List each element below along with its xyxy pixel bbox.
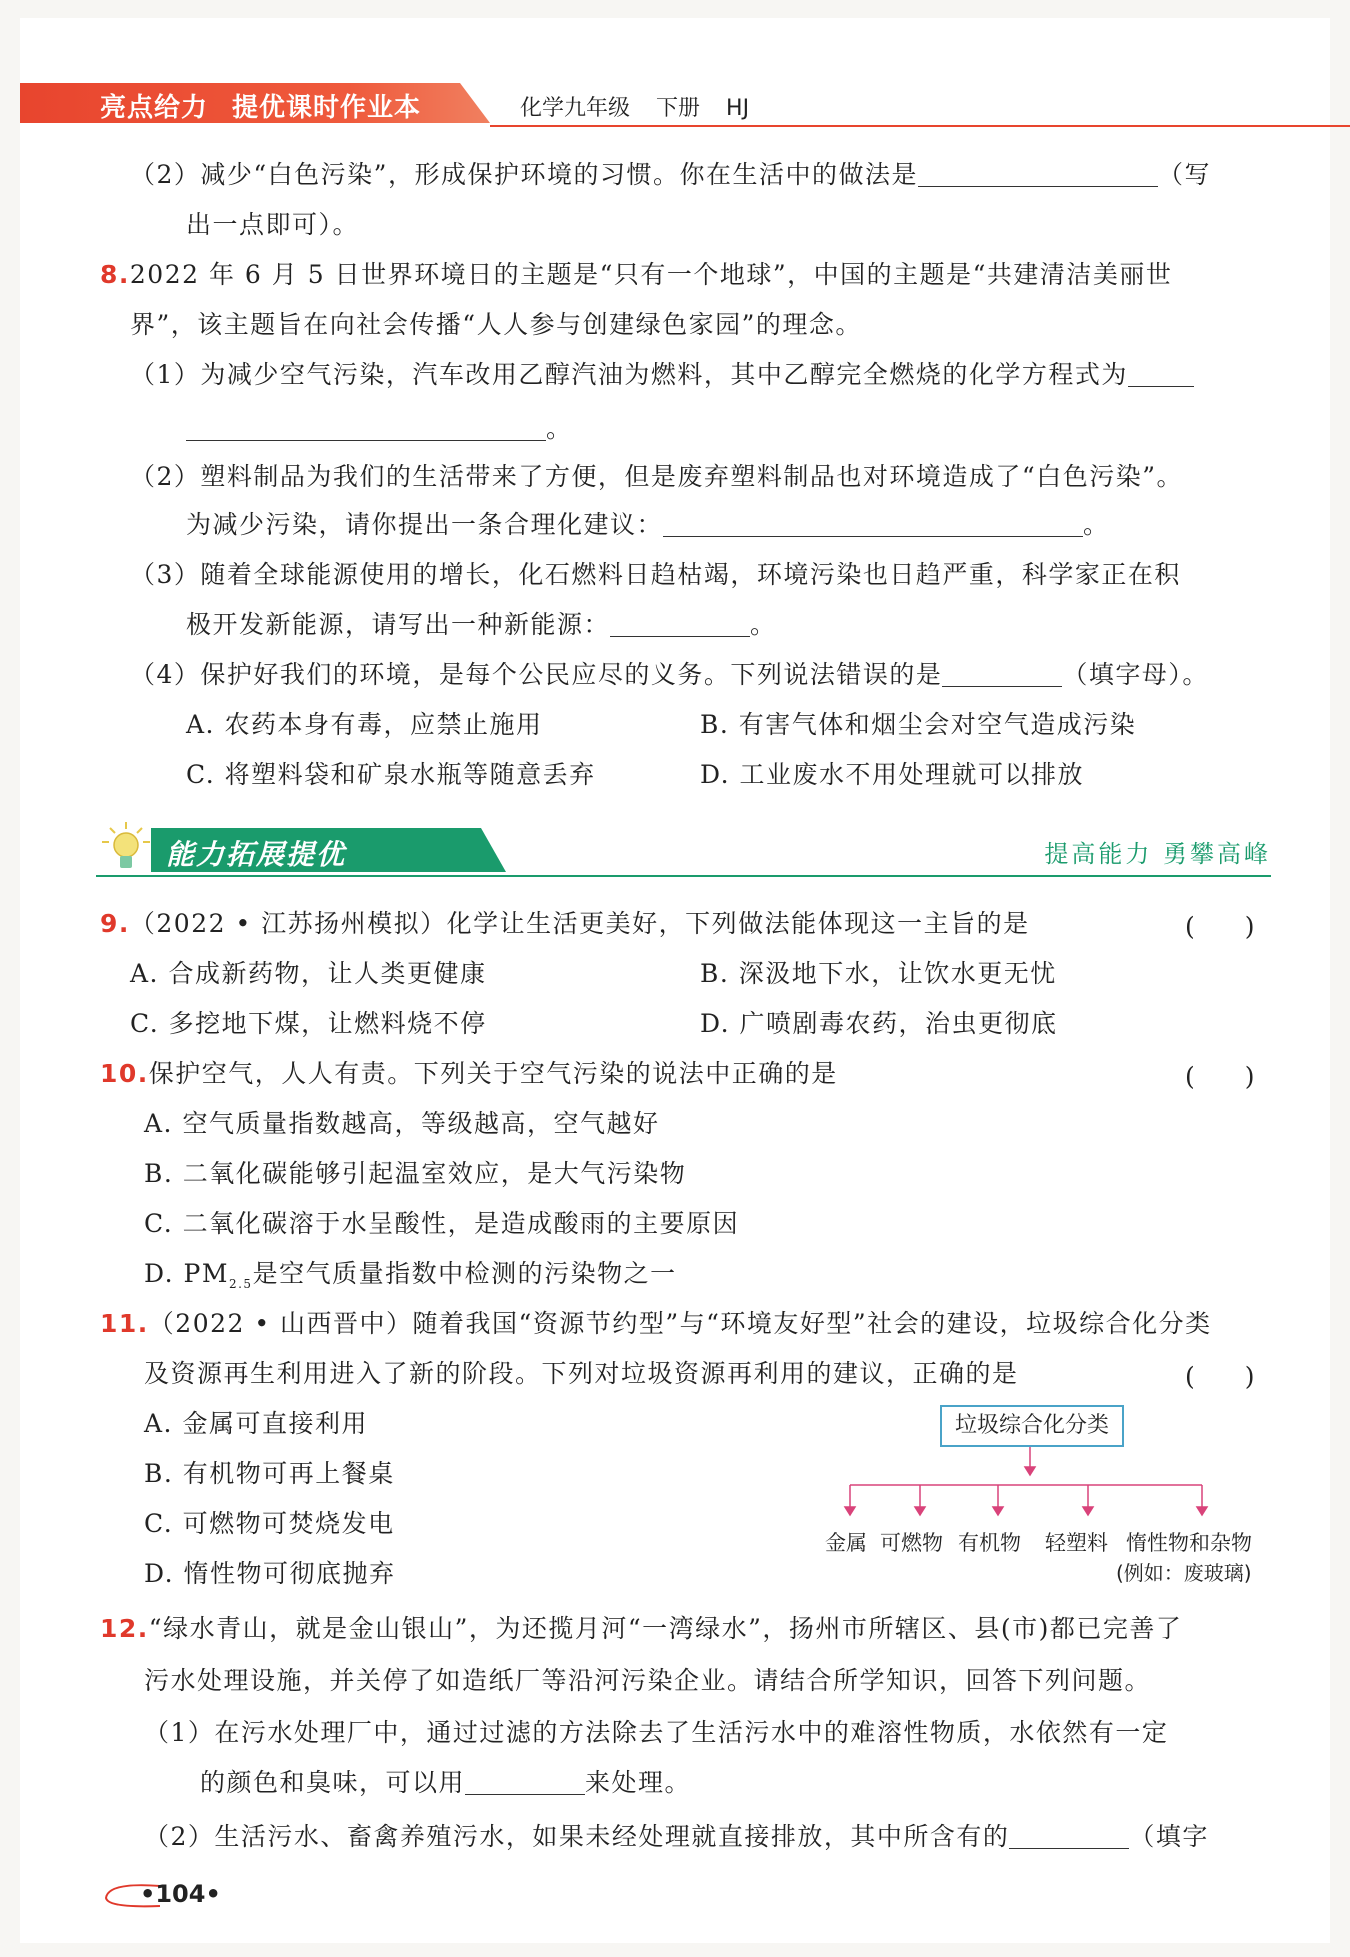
q8-part3-line2: 极开发新能源，请写出一种新能源： 。 <box>186 610 777 639</box>
answer-blank[interactable] <box>465 1768 585 1795</box>
q11-option-d: D. 惰性物可彻底抛弃 <box>144 1559 396 1588</box>
q8-stem-line1: 8.2022 年 6 月 5 日世界环境日的主题是“只有一个地球”，中国的主题是“共建清洁美丽世 <box>100 260 1173 289</box>
q12-stem-line2: 污水处理设施，并关停了如造纸厂等沿河污染企业。请结合所学知识，回答下列问题。 <box>144 1666 1152 1695</box>
q8-part1-cont: 。 <box>186 412 573 446</box>
q8-stem-line2: 界”，该主题旨在向社会传播“人人参与创建绿色家园”的理念。 <box>130 310 862 339</box>
lightbulb-icon <box>96 820 156 876</box>
q9-option-b: B. 深汲地下水，让饮水更无忧 <box>700 959 1057 988</box>
q11-stem-line2: 及资源再生利用进入了新的阶段。下列对垃圾资源再利用的建议，正确的是 <box>144 1359 1019 1388</box>
section-banner <box>96 820 1271 880</box>
answer-blank[interactable] <box>610 610 750 637</box>
header-rule <box>490 125 1350 127</box>
q8-option-a: A. 农药本身有毒，应禁止施用 <box>186 710 543 739</box>
subject-name: 化学九年级 <box>520 96 631 121</box>
edition: HJ <box>726 96 750 121</box>
brand-title <box>100 87 421 124</box>
q10-option-c: C. 二氧化碳溶于水呈酸性，是造成酸雨的主要原因 <box>144 1209 740 1238</box>
question-number: 9. <box>100 909 130 938</box>
q11-stem-line1: 11.（2022 • 山西晋中）随着我国“资源节约型”与“环境友好型”社会的建设，垃圾综合化分类 <box>100 1309 1212 1338</box>
answer-paren[interactable]: ( ) <box>1185 1362 1255 1391</box>
q11-option-b: B. 有机物可再上餐桌 <box>144 1459 395 1488</box>
answer-blank[interactable] <box>663 510 1083 537</box>
question-number: 10. <box>100 1059 149 1088</box>
volume: 下册 <box>656 96 701 121</box>
q9-option-d: D. 广喷剧毒农药，治虫更彻底 <box>700 1009 1058 1038</box>
subject-info <box>520 91 775 122</box>
q7-part2-line2: 出一点即可）。 <box>186 210 360 239</box>
q8-part2-line1: （2）塑料制品为我们的生活带来了方便，但是废弃塑料制品也对环境造成了“白色污染”。 <box>130 462 1183 491</box>
section-title: 能力拓展提优 <box>166 838 347 871</box>
q8-part2-line2: 为减少污染，请你提出一条合理化建议： 。 <box>186 510 1110 539</box>
diagram-item: 有机物 <box>958 1531 1021 1555</box>
answer-blank[interactable] <box>918 160 1158 187</box>
diagram-title: 垃圾综合化分类 <box>940 1405 1124 1447</box>
q10-option-a: A. 空气质量指数越高，等级越高，空气越好 <box>144 1109 660 1138</box>
q8-option-b: B. 有害气体和烟尘会对空气造成污染 <box>700 710 1137 739</box>
q10-stem: 10.保护空气，人人有责。下列关于空气污染的说法中正确的是 <box>100 1059 838 1088</box>
answer-paren[interactable]: ( ) <box>1185 912 1255 941</box>
diagram-item: 惰性物和杂物 <box>1126 1531 1252 1555</box>
answer-blank[interactable] <box>186 414 546 441</box>
q11-option-a: A. 金属可直接利用 <box>144 1409 368 1438</box>
diagram-item: 轻塑料 <box>1045 1531 1108 1555</box>
brand-right: 提优课时作业本 <box>232 93 422 123</box>
q11-option-c: C. 可燃物可焚烧发电 <box>144 1509 395 1538</box>
classification-diagram <box>820 1405 1280 1595</box>
answer-blank[interactable] <box>1009 1822 1129 1849</box>
brand-left: 亮点给力 <box>100 93 209 123</box>
answer-paren[interactable]: ( ) <box>1185 1062 1255 1091</box>
section-slogan: 提高能力 勇攀高峰 <box>1044 840 1271 868</box>
q10-option-b: B. 二氧化碳能够引起温室效应，是大气污染物 <box>144 1159 687 1188</box>
question-number: 12. <box>100 1614 149 1643</box>
q9-option-c: C. 多挖地下煤，让燃料烧不停 <box>130 1009 487 1038</box>
q8-option-d: D. 工业废水不用处理就可以排放 <box>700 760 1085 789</box>
q8-option-c: C. 将塑料袋和矿泉水瓶等随意丢弃 <box>186 760 596 789</box>
diagram-item: 可燃物 <box>880 1531 943 1555</box>
diagram-note: (例如：废玻璃) <box>1116 1561 1252 1585</box>
q12-stem-line1: 12.“绿水青山，就是金山银山”，为还揽月河“一湾绿水”，扬州市所辖区、县(市)都已完善了 <box>100 1614 1183 1643</box>
q8-part3-line1: （3）随着全球能源使用的增长，化石燃料日趋枯竭，环境污染也日趋严重，科学家正在积 <box>130 560 1181 589</box>
q12-part2: （2）生活污水、畜禽养殖污水，如果未经处理就直接排放，其中所含有的 （填字 <box>144 1822 1209 1851</box>
page-header <box>20 83 1335 129</box>
q12-part1-line2: 的颜色和臭味，可以用 来处理。 <box>200 1768 692 1797</box>
answer-blank[interactable] <box>942 660 1062 687</box>
q8-part4: （4）保护好我们的环境，是每个公民应尽的义务。下列说法错误的是 （填字母）。 <box>130 660 1209 689</box>
q7-part2-line1: （2）减少“白色污染”，形成保护环境的习惯。你在生活中的做法是 （写 <box>130 160 1211 189</box>
q12-part1-line1: （1）在污水处理厂中，通过过滤的方法除去了生活污水中的难溶性物质，水依然有一定 <box>144 1718 1169 1747</box>
question-number: 8. <box>100 260 130 289</box>
q8-part1: （1）为减少空气污染，汽车改用乙醇汽油为燃料，其中乙醇完全燃烧的化学方程式为 <box>130 358 1194 392</box>
q10-option-d: D. $PM_{2.5}$是空气质量指数中检测的污染物之一 <box>144 1259 677 1291</box>
question-number: 11. <box>100 1309 149 1338</box>
page-number: •104• <box>140 1880 221 1908</box>
q9-option-a: A. 合成新药物，让人类更健康 <box>130 959 487 988</box>
diagram-item: 金属 <box>825 1531 867 1555</box>
section-rule <box>96 875 1271 877</box>
answer-blank[interactable] <box>1128 360 1194 387</box>
q9-stem: 9.（2022 • 江苏扬州模拟）化学让生活更美好，下列做法能体现这一主旨的是 <box>100 909 1030 938</box>
